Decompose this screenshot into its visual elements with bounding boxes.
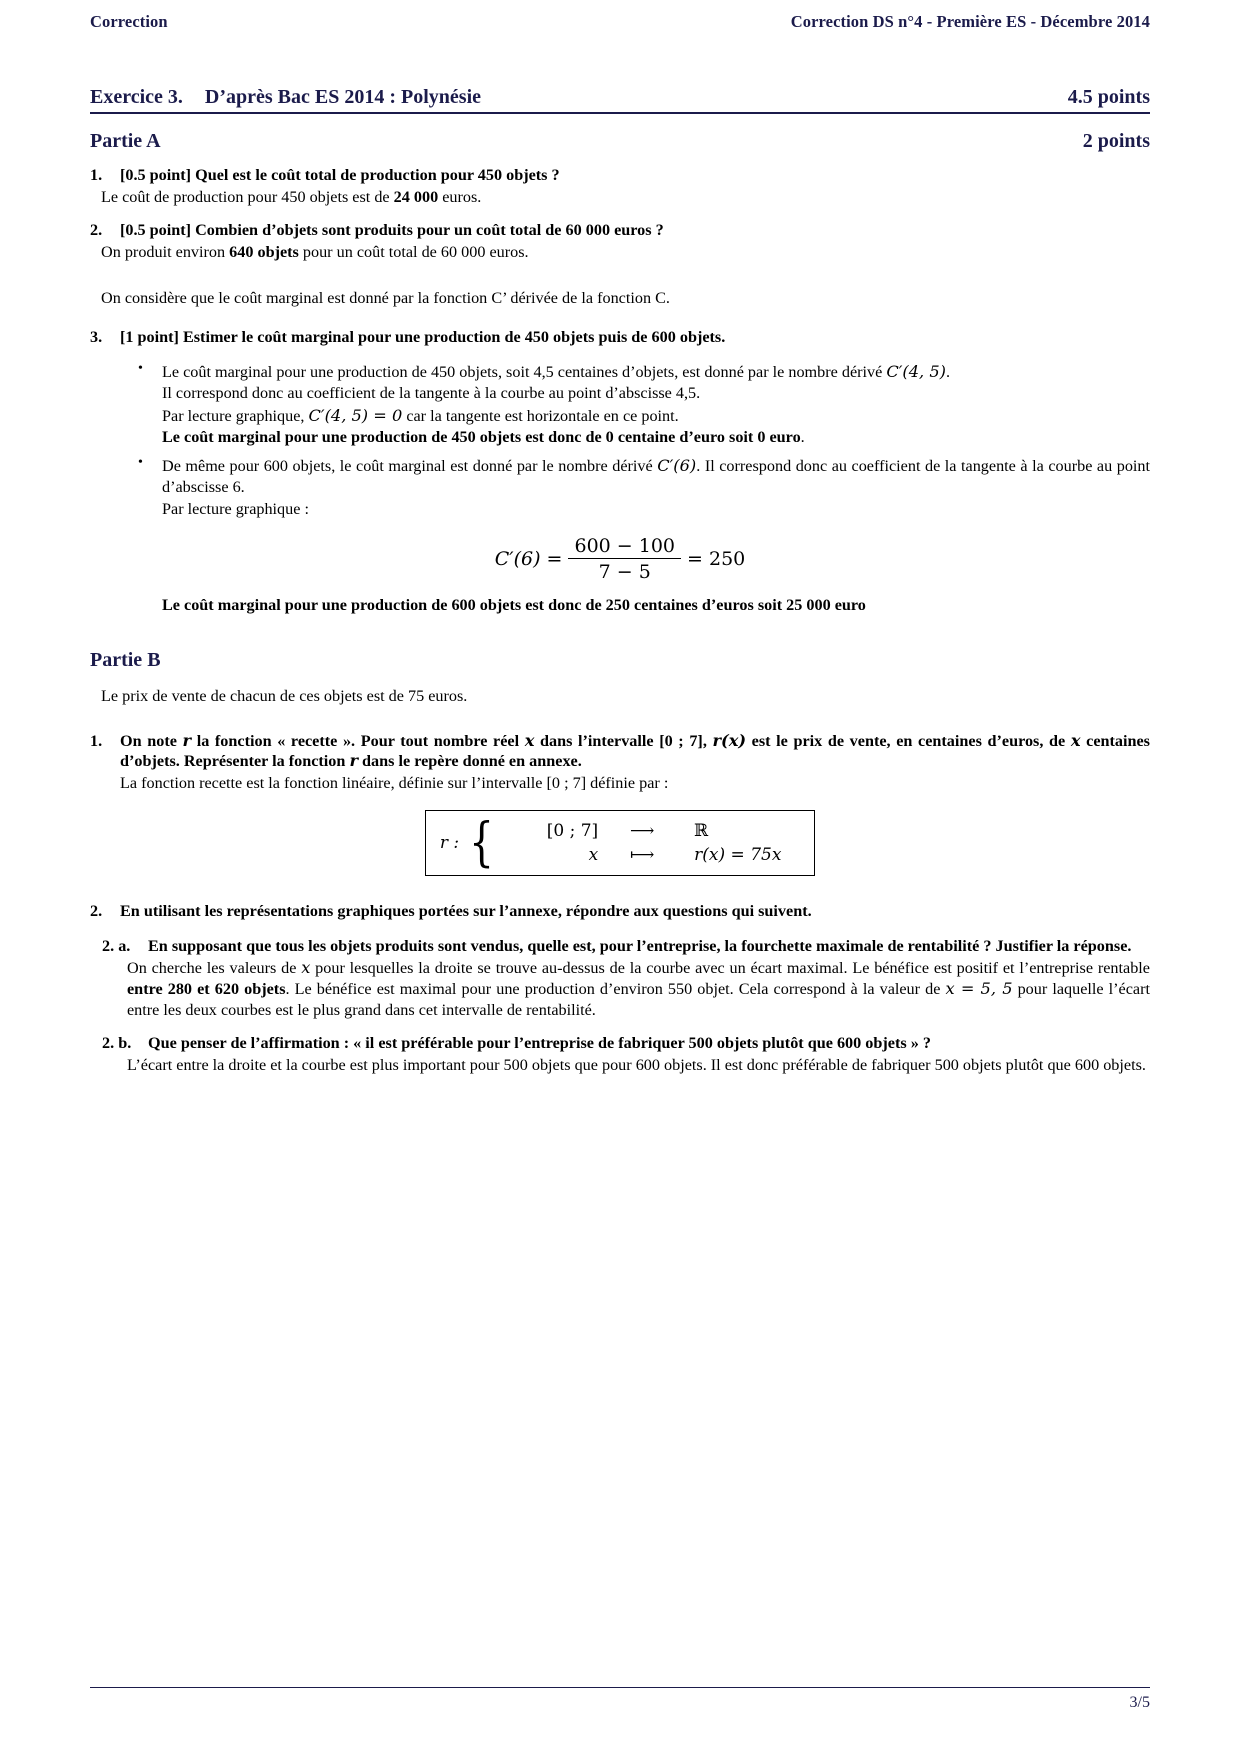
function-image-row [506,843,796,867]
question-b2-number: 2. [90,902,103,921]
function-domain-row [506,819,796,843]
answer-b1: La fonction recette est la fonction linéaire, définie sur l’intervalle [0 ; 7] définie par : [120,774,669,793]
bullet2-line1-post: . Il correspond donc au coefficient de la tangente à la courbe au point d’abscisse 6. [162,456,1151,497]
question-a2-statement [90,221,1150,240]
b1-math-rx: r(x) [712,731,746,751]
b2a-t-c: . Le bénéfice est maximal pour une production d’environ 550 objet. Cela correspond à la valeur de [285,979,946,998]
question-b1-text [120,731,1150,771]
bullet1-line1-math: C′(4, 5) [886,361,946,381]
b1-t-f: dans le repère donné en annexe. [357,752,582,771]
curly-brace-icon: { [469,812,495,873]
answer-b2a [127,958,1150,1020]
formula-fraction [568,535,681,583]
question-a2-text: [0.5 point] Combien d’objets sont produits pour un coût total de 60 000 euros ? [120,220,664,239]
bullet1-line2: Il correspond donc au coefficient de la tangente à la courbe au point d’abscisse 4,5. [162,384,701,403]
answer-a3-bullets [90,361,1150,521]
formula-rhs: = 250 [687,548,746,571]
answer-b2b: L’écart entre la droite et la courbe est plus important pour 500 objets que pour 600 objets. Il est donc préférable de fabriquer 500 objets plutôt que 600 objets. [127,1056,1146,1075]
b2a-t-a: On cherche les valeurs de [127,959,302,978]
page-footer [90,1687,1150,1712]
bullet2-line1-pre: De même pour 600 objets, le coût marginal est donné par le nombre dérivé [162,456,658,475]
question-b2b-text: Que penser de l’affirmation : « il est préférable pour l’entreprise de fabriquer 500 objets plutôt que 600 objets » ? [148,1034,931,1053]
function-image: r(x) = 75x [694,845,782,866]
question-b1-statement [90,731,1150,771]
part-a-points: 2 points [1082,130,1150,152]
answer-a1-pre: Le coût de production pour 450 objets est de [101,188,394,206]
answer-a1 [101,187,1150,208]
question-b2a-number: 2. a. [102,937,131,956]
question-a3-statement [90,328,1150,347]
bullet1-line3-math: C′(4, 5) = 0 [308,405,403,425]
b2a-math-x-value: x = 5, 5 [945,978,1013,998]
title-rule [90,112,1150,114]
answer-a2-post: pour un coût total de 60 000 euros. [298,242,529,261]
function-mapping-table [506,819,796,867]
question-b2b-statement [102,1034,1150,1053]
running-header [90,0,1150,32]
question-b2b-number: 2. b. [102,1034,132,1053]
question-a3-number: 3. [90,327,103,346]
b1-math-x1: x [524,731,535,751]
bullet1-line3-pre: Par lecture graphique, [162,406,309,425]
bullet-600-objects [162,455,1150,521]
mapsto-arrow-icon: ⟼ [629,845,655,866]
b2a-range-bold: entre 280 et 620 objets [127,979,286,998]
exercise-heading [90,86,1150,109]
bullet1-line3-post: car la tangente est horizontale en ce point. [402,406,679,425]
page-number: 3/5 [1129,1694,1150,1711]
b2a-math-x: x [301,958,311,978]
function-codomain: ℝ [694,821,709,842]
b1-t-a: On note [120,732,183,751]
question-b1-number: 1. [90,732,103,751]
question-b2a-statement [102,937,1150,956]
question-b2 [90,902,1150,921]
answer-a2-pre: On produit environ [101,242,230,261]
part-a-heading [90,130,1150,153]
bullet2-line2: Par lecture graphique : [162,499,309,518]
question-a1-number: 1. [90,166,103,184]
bullet-450-objects [162,361,1150,449]
exercise-points: 4.5 points [1067,86,1150,108]
b1-math-r1: r [182,731,192,751]
question-a1-statement [90,166,1150,185]
long-arrow-icon: ⟶ [629,821,655,842]
answer-a2 [101,242,1150,263]
marginal-cost-note: On considère que le coût marginal est donné par la fonction C’ dérivée de la fonction C. [101,289,670,308]
bullet1-line1-pre: Le coût marginal pour une production de 450 objets, soit 4,5 centaines d’objets, est donné par le nombre dérivé [162,362,887,381]
question-a3 [90,328,1150,616]
question-b2a [102,937,1150,1020]
answer-a2-value: 640 objets [229,242,299,261]
part-b-intro: Le prix de vente de chacun de ces objets est de 75 euros. [101,687,468,706]
part-b-label: Partie B [90,649,161,672]
question-b2-text: En utilisant les représentations graphiques portées sur l’annexe, répondre aux questions qui suivent. [120,902,812,921]
question-a1 [90,166,1150,208]
formula-numerator: 600 − 100 [574,535,676,558]
question-a3-text: [1 point] Estimer le coût marginal pour une production de 450 objets puis de 600 objets. [120,327,726,346]
b1-math-x2: x [1070,731,1081,751]
b1-t-c: dans l’intervalle [0 ; 7], [534,732,713,751]
answer-a3-conclusion: Le coût marginal pour une production de 600 objets est donc de 250 centaines d’euros soit 25 000 euro [162,596,866,615]
bullet2-line1-math: C′(6) [657,455,697,475]
question-b2-statement [90,902,1150,921]
b1-t-e: centaines d’objets. Représenter la fonction [120,732,1150,771]
b2a-t-d: pour laquelle l’écart entre les deux courbes est le plus grand dans cet intervalle de rentabilité. [127,979,1150,1019]
exercise-title: D’après Bac ES 2014 : Polynésie [204,86,482,108]
marginal-cost-formula [90,536,1150,584]
answer-a1-value: 24 000 [393,188,439,206]
formula-denominator: 7 − 5 [568,558,681,583]
question-a1-text: [0.5 point] Quel est le coût total de production pour 450 objets ? [120,166,560,184]
header-left-title: Correction [90,12,168,31]
b1-t-b: la fonction « recette ». Pour tout nombre réel [191,732,525,751]
b1-t-d: est le prix de vente, en centaines d’euros, de [746,732,1071,751]
bullet1-conclusion-end: . [800,428,805,447]
header-right-title: Correction DS n°4 - Première ES - Décembre 2014 [790,12,1150,31]
b1-math-r2: r [349,751,358,771]
question-b2b [102,1034,1150,1076]
function-name: r : [439,833,460,854]
function-definition-box [425,810,815,876]
b2a-t-b: pour lesquelles la droite se trouve au-dessus de la courbe avec un écart maximal. Le bénéfice est positif et l’entreprise rentable [310,959,1150,978]
function-domain: [0 ; 7] [546,821,599,842]
question-a2-number: 2. [90,220,103,239]
part-b-heading [90,649,1150,672]
exercise-number: Exercice 3. [90,86,183,108]
part-a-label: Partie A [90,130,161,152]
bullet1-conclusion: Le coût marginal pour une production de 450 objets est donc de 0 centaine d’euro soit 0 euro [162,428,801,447]
function-definition-box-wrapper [90,810,1150,876]
question-a2 [90,221,1150,263]
question-b1 [90,731,1150,876]
function-variable: x [588,845,599,866]
answer-a1-post: euros. [438,188,482,206]
question-b2a-text: En supposant que tous les objets produits sont vendus, quelle est, pour l’entreprise, la fourchette maximale de rentabilité ? Justifier la réponse. [148,937,1132,956]
formula-lhs: C′(6) = [494,548,563,571]
bullet1-line1-post: . [945,362,950,381]
